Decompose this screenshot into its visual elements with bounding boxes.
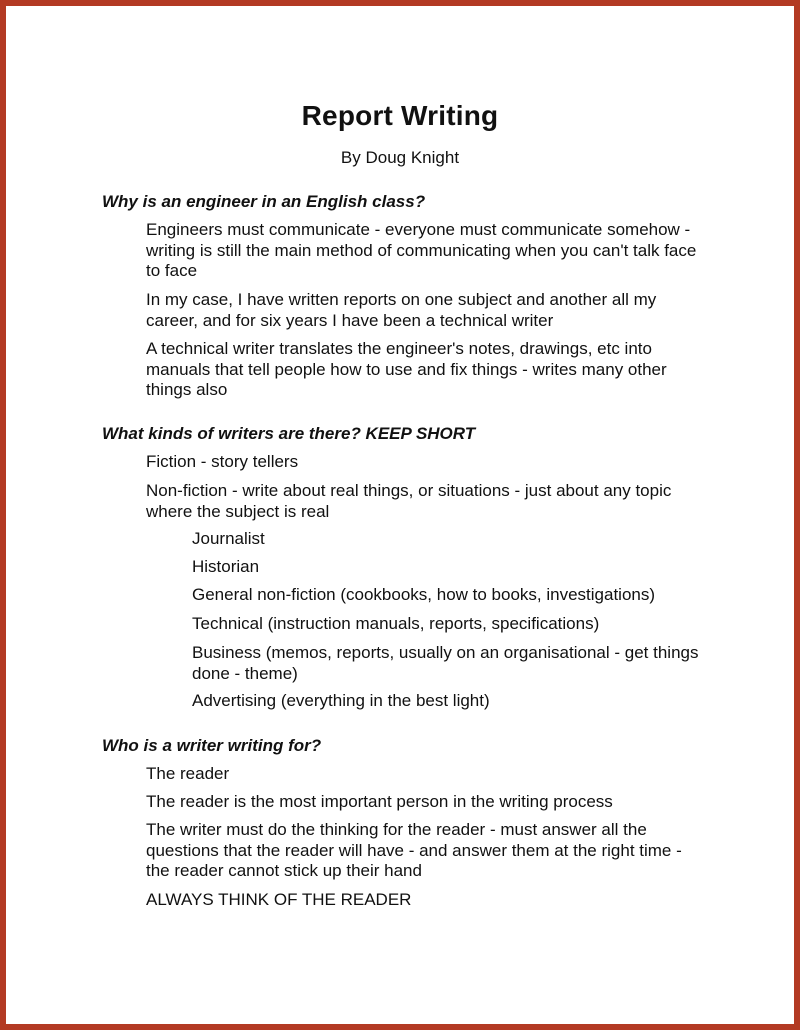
paragraph: Fiction - story tellers: [146, 452, 299, 471]
section-heading: Who is a writer writing for?: [102, 736, 322, 755]
sub-item: Advertising (everything in the best light): [192, 691, 490, 710]
section-heading: What kinds of writers are there? KEEP SHORT: [102, 424, 476, 443]
document-title: Report Writing: [301, 100, 499, 131]
document-byline: By Doug Knight: [340, 148, 460, 167]
paragraph: Engineers must communicate - everyone must communicate somehow - writing is still the main method of communicating when you can't talk face to face: [146, 220, 697, 280]
paragraph: In my case, I have written reports on one subject and another all my career, and for six years I have been a technical writer: [146, 290, 657, 330]
paragraph: Non-fiction - write about real things, or situations - just about any topic where the subject is real: [146, 481, 672, 521]
sub-item: Technical (instruction manuals, reports, specifications): [192, 614, 600, 633]
paragraph: The reader is the most important person in the writing process: [146, 792, 613, 811]
paragraph: The reader: [146, 764, 230, 783]
paragraph: A technical writer translates the engineer's notes, drawings, etc into manuals that tell people how to use and fix things - writes many other things also: [146, 339, 667, 399]
sub-item: Historian: [192, 557, 260, 576]
sub-item: General non-fiction (cookbooks, how to books, investigations): [192, 585, 656, 604]
section-heading: Why is an engineer in an English class?: [102, 192, 426, 211]
paragraph: ALWAYS THINK OF THE READER: [146, 890, 412, 909]
sub-item: Business (memos, reports, usually on an organisational - get things done - theme): [192, 643, 699, 683]
sub-item: Journalist: [192, 529, 265, 548]
paragraph: The writer must do the thinking for the reader - must answer all the questions that the reader will have - and answer them at the right time - the reader cannot stick up their hand: [146, 820, 682, 880]
